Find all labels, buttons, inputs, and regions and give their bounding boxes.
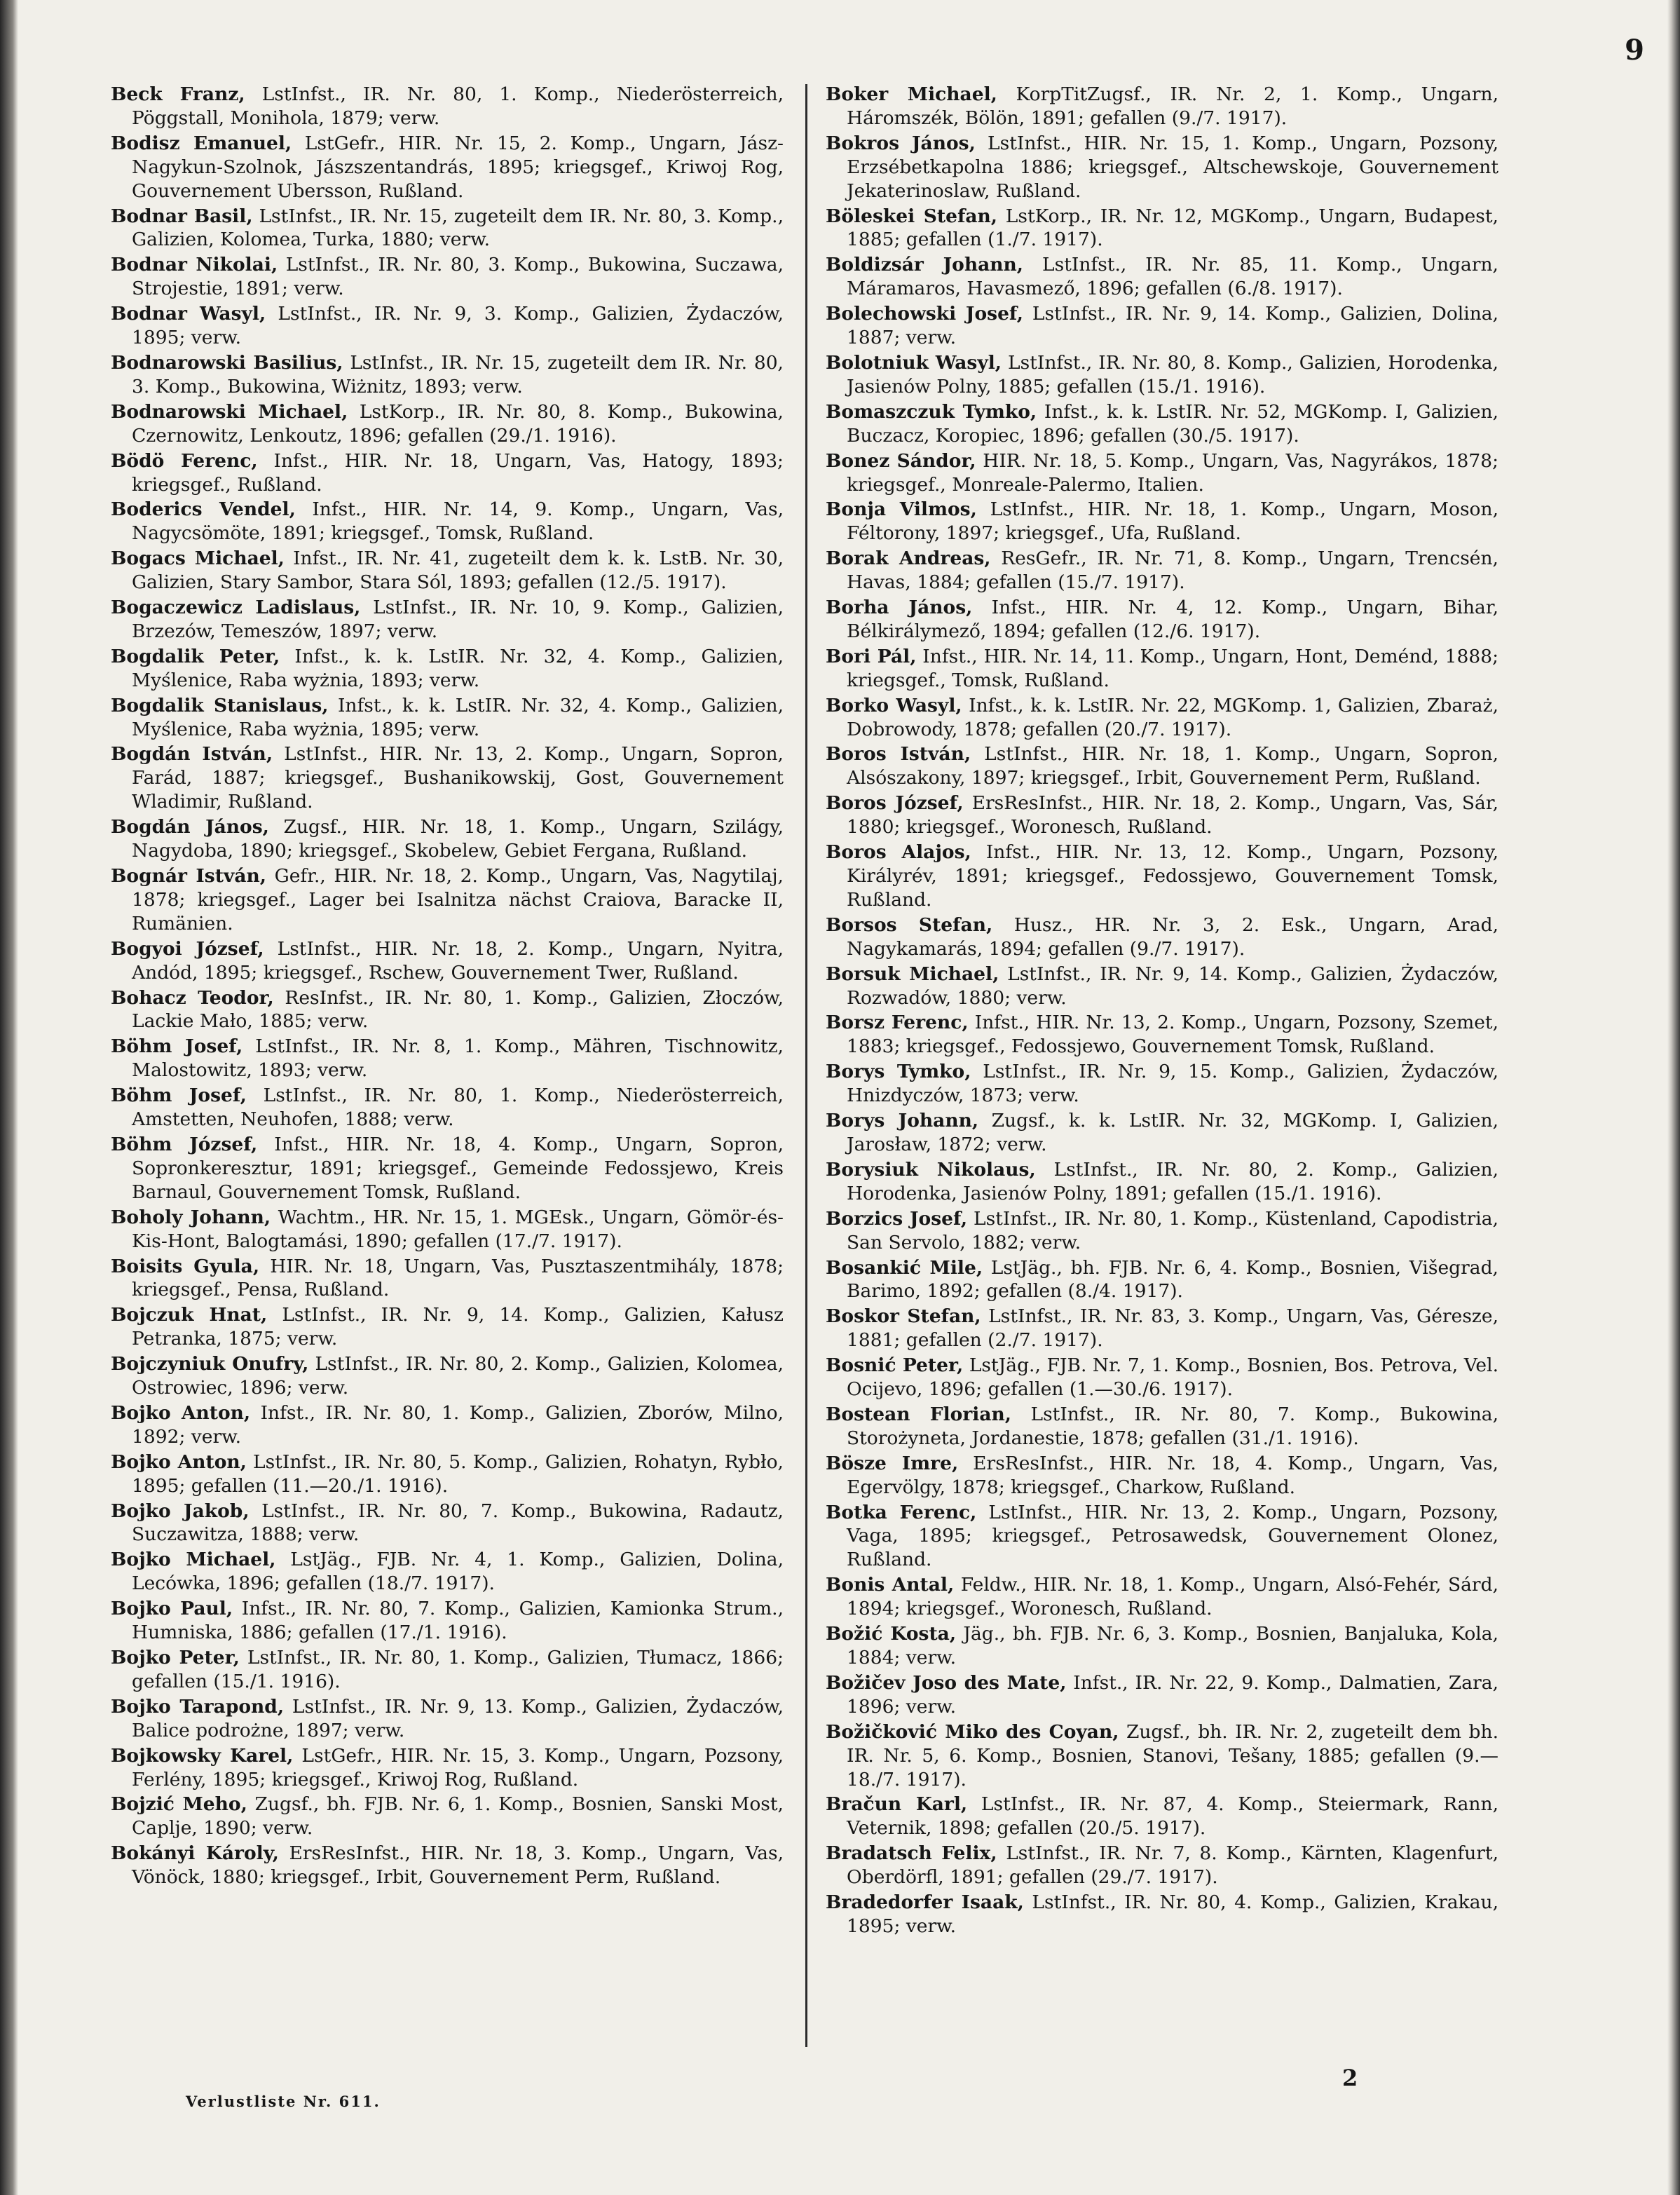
- entry-name: Bösze Imre,: [826, 1452, 959, 1474]
- entry-name: Bödö Ferenc,: [111, 449, 258, 472]
- casualty-entry: [826, 83, 1498, 130]
- casualty-entry: [826, 302, 1498, 350]
- casualty-entry: [111, 645, 784, 693]
- casualty-entry: [111, 547, 784, 594]
- entry-name: Boldizsár Johann,: [826, 254, 1024, 276]
- entry-details: LstInfst., HIR. Nr. 18, 1. Komp., Ungarn, Moson, Féltorony, 1897; kriegsgef., Ufa, Rußland.: [847, 498, 1498, 545]
- entry-name: Bojko Anton,: [111, 1401, 251, 1424]
- casualty-entry: [826, 1354, 1498, 1401]
- entry-name: Borzics Josef,: [826, 1207, 968, 1230]
- left-binding-shadow: [0, 0, 18, 2195]
- casualty-entry: [826, 1158, 1498, 1206]
- entry-name: Bradedorfer Isaak,: [826, 1891, 1024, 1914]
- entry-name: Borsz Ferenc,: [826, 1012, 969, 1034]
- entry-details: LstInfst., IR. Nr. 83, 3. Komp., Ungarn, Vas, Géresze, 1881; gefallen (2./7. 1917).: [847, 1305, 1498, 1352]
- entry-details: LstInfst., HIR. Nr. 15, 1. Komp., Ungarn, Pozsony, Erzsébetkapolna 1886; kriegsgef., Altschewskoje, Gouvernement Jekaterinoslaw, Rußland.: [847, 132, 1498, 202]
- entry-name: Böhm József,: [111, 1133, 258, 1155]
- casualty-entry: [826, 205, 1498, 252]
- entry-name: Borko Wasyl,: [826, 694, 962, 716]
- entry-name: Bodisz Emanuel,: [111, 132, 292, 154]
- entry-details: HIR. Nr. 18, Ungarn, Vas, Pusztaszentmihály, 1878; kriegsgef., Pensa, Rußland.: [132, 1255, 784, 1301]
- page-number: 9: [1625, 34, 1645, 67]
- entry-name: Bradatsch Felix,: [826, 1842, 997, 1865]
- casualty-entry: [826, 498, 1498, 545]
- entry-details: LstInfst., IR. Nr. 7, 8. Komp., Kärnten, Klagenfurt, Oberdörfl, 1891; gefallen (29./7. 1917).: [847, 1842, 1498, 1889]
- entry-name: Bodnar Basil,: [111, 205, 253, 227]
- casualty-entry: [111, 1303, 784, 1351]
- casualty-entry: [826, 645, 1498, 693]
- casualty-entry: [111, 1744, 784, 1792]
- casualty-entry: [111, 1352, 784, 1400]
- entry-details: Husz., HR. Nr. 3, 2. Esk., Ungarn, Arad, Nagykamarás, 1894; gefallen (9./7. 1917).: [847, 913, 1498, 960]
- entry-name: Bogdán István,: [111, 743, 273, 766]
- entry-name: Bojczuk Hnat,: [111, 1304, 268, 1326]
- entry-details: LstInfst., IR. Nr. 80, 1. Komp., Küstenland, Capodistria, San Servolo, 1882; verw.: [847, 1207, 1498, 1253]
- entry-details: LstKorp., IR. Nr. 12, MGKomp., Ungarn, Budapest, 1885; gefallen (1./7. 1917).: [847, 205, 1498, 251]
- entry-name: Bostean Florian,: [826, 1403, 1012, 1425]
- entry-details: LstInfst., IR. Nr. 10, 9. Komp., Galizien, Brzezów, Temeszów, 1897; verw.: [132, 597, 784, 642]
- entry-name: Bogyoi József,: [111, 937, 264, 960]
- entry-name: Božičković Miko des Coyan,: [826, 1720, 1119, 1743]
- entry-details: Infst., HIR. Nr. 14, 9. Komp., Ungarn, Vas, Nagycsömöte, 1891; kriegsgef., Tomsk, Rußland.: [132, 498, 784, 545]
- casualty-entry: [826, 351, 1498, 399]
- entry-name: Bojko Anton,: [111, 1450, 247, 1473]
- casualty-entry: [111, 1133, 784, 1204]
- casualty-entry: [111, 694, 784, 742]
- entry-details: ResInfst., IR. Nr. 80, 1. Komp., Galizien, Złoczów, Lackie Mało, 1885; verw.: [132, 986, 784, 1033]
- casualty-entry: [826, 400, 1498, 448]
- entry-details: Infst., IR. Nr. 80, 1. Komp., Galizien, Zborów, Milno, 1892; verw.: [132, 1401, 784, 1448]
- casualty-entry: [826, 963, 1498, 1010]
- entry-details: LstGefr., HIR. Nr. 15, 2. Komp., Ungarn, Jász-Nagykun-Szolnok, Jászszentandrás, 1895; kriegsgef., Kriwoj Rog, Gouvernement Ubersson, Rußland.: [132, 132, 784, 202]
- entry-details: LstInfst., IR. Nr. 80, 1. Komp., Niederösterreich, Pöggstall, Monihola, 1879; verw.: [132, 83, 784, 129]
- entry-details: LstInfst., HIR. Nr. 18, 1. Komp., Ungarn, Sopron, Alsószakony, 1897; kriegsgef., Irbit, Gouvernement Perm, Rußland.: [847, 743, 1498, 789]
- casualty-entry: [111, 83, 784, 130]
- entry-name: Bonez Sándor,: [826, 449, 976, 472]
- entry-details: KorpTitZugsf., IR. Nr. 2, 1. Komp., Ungarn, Háromszék, Bölön, 1891; gefallen (9./7. 1917).: [847, 83, 1498, 129]
- casualty-entry: [111, 815, 784, 863]
- casualty-entry: [111, 1206, 784, 1253]
- casualty-entry: [826, 1842, 1498, 1889]
- casualty-entry: [826, 791, 1498, 839]
- entry-details: Gefr., HIR. Nr. 18, 2. Komp., Ungarn, Vas, Nagytilaj, 1878; kriegsgef., Lager bei Isalnitza nächst Craiova, Baracke II, Rumänien.: [132, 865, 784, 935]
- entry-details: LstInfst., IR. Nr. 80, 3. Komp., Bukowina, Suczawa, Strojestie, 1891; verw.: [132, 254, 784, 300]
- entry-name: Bodnarowski Basilius,: [111, 351, 343, 374]
- entry-details: LstInfst., IR. Nr. 80, 1. Komp., Galizien, Tłumacz, 1866; gefallen (15./1. 1916).: [132, 1647, 784, 1692]
- right-edge-shadow: [1667, 0, 1680, 2195]
- casualty-entry: [111, 937, 784, 985]
- entry-name: Bojko Tarapond,: [111, 1695, 285, 1718]
- entry-name: Borak Andreas,: [826, 548, 991, 570]
- entry-details: LstInfst., IR. Nr. 80, 8. Komp., Galizien, Horodenka, Jasienów Polny, 1885; gefallen (15./1. 1916).: [847, 351, 1498, 397]
- entry-name: Bonis Antal,: [826, 1574, 955, 1596]
- right-column: [826, 83, 1498, 1940]
- entry-name: Boskor Stefan,: [826, 1305, 981, 1328]
- casualty-entry: [111, 1255, 784, 1303]
- casualty-entry: [111, 1646, 784, 1694]
- entry-name: Borsuk Michael,: [826, 963, 999, 985]
- entry-name: Boros József,: [826, 792, 964, 815]
- entry-details: LstInfst., IR. Nr. 80, 1. Komp., Niederösterreich, Amstetten, Neuhofen, 1888; verw.: [132, 1085, 784, 1131]
- entry-name: Bogdán János,: [111, 816, 269, 838]
- casualty-entry: [826, 1060, 1498, 1108]
- entry-name: Böhm Josef,: [111, 1035, 243, 1058]
- casualty-entry: [826, 1501, 1498, 1572]
- entry-name: Bodnar Wasyl,: [111, 303, 266, 325]
- entry-name: Bolotniuk Wasyl,: [826, 351, 1002, 374]
- casualty-entry: [826, 1891, 1498, 1938]
- entry-details: LstInfst., IR. Nr. 9, 14. Komp., Galizien, Kałusz Petranka, 1875; verw.: [132, 1304, 784, 1350]
- casualty-entry: [111, 596, 784, 644]
- casualty-entry: [111, 205, 784, 252]
- entry-details: LstJäg., FJB. Nr. 7, 1. Komp., Bosnien, Bos. Petrova, Vel. Ocijevo, 1896; gefallen (1.—30./6. 1917).: [847, 1354, 1499, 1401]
- entry-name: Boros Alajos,: [826, 841, 971, 864]
- entry-details: LstInfst., IR. Nr. 15, zugeteilt dem IR. Nr. 80, 3. Komp., Galizien, Kolomea, Turka, 1880; verw.: [132, 205, 784, 251]
- entry-details: LstInfst., IR. Nr. 9, 14. Komp., Galizien, Żydaczów, Rozwadów, 1880; verw.: [847, 963, 1498, 1009]
- entry-name: Bohacz Teodor,: [111, 986, 274, 1009]
- entry-name: Bojkowsky Karel,: [111, 1744, 294, 1767]
- casualty-entry: [111, 302, 784, 350]
- entry-details: LstInfst., IR. Nr. 9, 15. Komp., Galizien, Żydaczów, Hnizdyczów, 1873; verw.: [847, 1061, 1499, 1107]
- casualty-entry: [111, 1842, 784, 1889]
- entry-details: LstInfst., HIR. Nr. 18, 2. Komp., Ungarn, Nyitra, Andód, 1895; kriegsgef., Rschew, Gouvernement Twer, Rußland.: [132, 937, 784, 984]
- entry-name: Botka Ferenc,: [826, 1501, 977, 1523]
- entry-details: Zugsf., bh. IR. Nr. 2, zugeteilt dem bh. IR. Nr. 5, 6. Komp., Bosnien, Stanovi, Tešany, 1885; gefallen (9.—18./7. 1917).: [847, 1720, 1498, 1790]
- casualty-entry: [111, 1793, 784, 1840]
- entry-details: Infst., IR. Nr. 22, 9. Komp., Dalmatien, Zara, 1896; verw.: [847, 1671, 1498, 1718]
- entry-name: Bosnić Peter,: [826, 1354, 964, 1377]
- casualty-entry: [826, 694, 1498, 742]
- entry-details: LstInfst., IR. Nr. 80, 2. Komp., Galizien, Horodenka, Jasienów Polny, 1891; gefallen (15./1. 1916).: [847, 1158, 1498, 1204]
- entry-details: Infst., k. k. LstIR. Nr. 32, 4. Komp., Galizien, Myślenice, Raba wyżnia, 1893; verw.: [132, 645, 784, 691]
- casualty-entry: [111, 1597, 784, 1645]
- casualty-entry: [111, 1401, 784, 1449]
- entry-details: Infst., HIR. Nr. 18, Ungarn, Vas, Hatogy, 1893; kriegsgef., Rußland.: [132, 449, 784, 496]
- casualty-entry: [111, 742, 784, 814]
- entry-details: Infst., HIR. Nr. 4, 12. Komp., Ungarn, Bihar, Bélkirálymező, 1894; gefallen (12./6. 1917).: [847, 597, 1498, 642]
- entry-details: LstInfst., IR. Nr. 80, 7. Komp., Bukowina, Radautz, Suczawitza, 1888; verw.: [132, 1500, 784, 1546]
- entry-name: Bogacs Michael,: [111, 548, 285, 570]
- entry-details: Infst., k. k. LstIR. Nr. 52, MGKomp. I, Galizien, Buczacz, Koropiec, 1896; gefallen (30./5. 1917).: [847, 400, 1498, 447]
- entry-name: Beck Franz,: [111, 83, 245, 105]
- entry-details: LstJäg., bh. FJB. Nr. 6, 4. Komp., Bosnien, Višegrad, Barimo, 1892; gefallen (8./4. 1917).: [847, 1256, 1498, 1303]
- entry-name: Bodnar Nikolai,: [111, 254, 278, 276]
- casualty-entry: [826, 1671, 1498, 1719]
- entry-name: Boderics Vendel,: [111, 498, 296, 521]
- entry-name: Bognár István,: [111, 865, 266, 887]
- casualty-entry: [111, 864, 784, 936]
- casualty-entry: [826, 547, 1498, 594]
- entry-name: Bokros János,: [826, 132, 976, 154]
- casualty-entry: [111, 1500, 784, 1547]
- entry-name: Bojczyniuk Onufry,: [111, 1353, 309, 1375]
- entry-details: LstInfst., IR. Nr. 80, 5. Komp., Galizien, Rohatyn, Rybło, 1895; gefallen (11.—20./1. 1916).: [132, 1450, 784, 1497]
- entry-details: LstJäg., FJB. Nr. 4, 1. Komp., Galizien, Dolina, Lecówka, 1896; gefallen (18./7. 1917).: [132, 1549, 784, 1595]
- entry-name: Bomaszczuk Tymko,: [826, 400, 1037, 423]
- entry-name: Bogdalik Peter,: [111, 645, 280, 667]
- entry-details: LstInfst., IR. Nr. 80, 4. Komp., Galizien, Krakau, 1895; verw.: [847, 1891, 1499, 1937]
- entry-details: LstInfst., HIR. Nr. 13, 2. Komp., Ungarn, Pozsony, Vaga, 1895; kriegsgef., Petrosawedsk, Gouvernement Olonez, Rußland.: [847, 1501, 1498, 1571]
- entry-name: Böleskei Stefan,: [826, 205, 998, 227]
- casualty-entry: [826, 596, 1498, 644]
- entry-name: Božić Kosta,: [826, 1623, 957, 1645]
- entry-details: LstInfst., IR. Nr. 85, 11. Komp., Ungarn, Máramaros, Havasmező, 1896; gefallen (6./8. 1917).: [847, 254, 1498, 300]
- entry-name: Böhm Josef,: [111, 1085, 247, 1107]
- entry-name: Bojko Jakob,: [111, 1500, 250, 1522]
- entry-details: Wachtm., HR. Nr. 15, 1. MGEsk., Ungarn, Gömör-és-Kis-Hont, Balogtamási, 1890; gefallen (17./7. 1917).: [132, 1206, 784, 1252]
- entry-details: LstGefr., HIR. Nr. 15, 3. Komp., Ungarn, Pozsony, Ferlény, 1895; kriegsgef., Kriwoj Rog, Rußland.: [132, 1744, 784, 1790]
- casualty-entry: [111, 253, 784, 301]
- casualty-entry: [826, 253, 1498, 301]
- entry-details: Jäg., bh. FJB. Nr. 6, 3. Komp., Bosnien, Banjaluka, Kola, 1884; verw.: [847, 1623, 1499, 1669]
- entry-details: ErsResInfst., HIR. Nr. 18, 3. Komp., Ungarn, Vas, Vönöck, 1880; kriegsgef., Irbit, Gouvernement Perm, Rußland.: [132, 1842, 784, 1889]
- entry-details: Infst., k. k. LstIR. Nr. 22, MGKomp. 1, Galizien, Zbaraż, Dobrowody, 1878; gefallen (20./7. 1917).: [847, 694, 1498, 740]
- entry-details: Infst., k. k. LstIR. Nr. 32, 4. Komp., Galizien, Myślenice, Raba wyżnia, 1895; verw.: [132, 694, 784, 740]
- entry-details: LstInfst., IR. Nr. 80, 7. Komp., Bukowina, Storożyneta, Jordanestie, 1878; gefallen (31./1. 1916).: [847, 1403, 1498, 1449]
- left-column: [111, 83, 784, 1891]
- casualty-entry: [826, 1720, 1498, 1792]
- casualty-entry: [826, 1011, 1498, 1059]
- entry-name: Borys Tymko,: [826, 1061, 971, 1083]
- entry-name: Borys Johann,: [826, 1110, 979, 1132]
- casualty-entry: [111, 132, 784, 203]
- entry-name: Boisits Gyula,: [111, 1255, 260, 1277]
- entry-details: LstInfst., IR. Nr. 80, 2. Komp., Galizien, Kolomea, Ostrowiec, 1896; verw.: [132, 1353, 784, 1399]
- entry-name: Bračun Karl,: [826, 1793, 968, 1816]
- entry-details: ErsResInfst., HIR. Nr. 18, 2. Komp., Ungarn, Vas, Sár, 1880; kriegsgef., Woronesch, Rußland.: [847, 792, 1498, 838]
- entry-details: LstInfst., IR. Nr. 8, 1. Komp., Mähren, Tischnowitz, Malostowitz, 1893; verw.: [132, 1035, 784, 1082]
- casualty-entry: [111, 400, 784, 448]
- column-divider: [805, 84, 807, 2047]
- entry-details: ErsResInfst., HIR. Nr. 18, 4. Komp., Ungarn, Vas, Egervölgy, 1878; kriegsgef., Charkow, Rußland.: [847, 1452, 1498, 1498]
- entry-name: Bogdalik Stanislaus,: [111, 694, 329, 716]
- entry-details: HIR. Nr. 18, 5. Komp., Ungarn, Vas, Nagyrákos, 1878; kriegsgef., Monreale-Palermo, Italien.: [847, 449, 1499, 496]
- entry-name: Bojko Paul,: [111, 1598, 233, 1620]
- footer-signature-number: 2: [1342, 2065, 1358, 2091]
- entry-details: LstInfst., IR. Nr. 9, 3. Komp., Galizien, Żydaczów, 1895; verw.: [132, 303, 784, 349]
- entry-details: Infst., IR. Nr. 80, 7. Komp., Galizien, Kamionka Strum., Humniska, 1886; gefallen (17./1. 1916).: [132, 1598, 784, 1644]
- entry-name: Bojko Michael,: [111, 1549, 276, 1571]
- entry-name: Borsos Stefan,: [826, 913, 993, 936]
- casualty-entry: [111, 1035, 784, 1082]
- casualty-entry: [826, 1256, 1498, 1304]
- casualty-entry: [111, 1084, 784, 1132]
- casualty-entry: [826, 1573, 1498, 1621]
- entry-name: Bori Pál,: [826, 645, 917, 667]
- casualty-entry: [826, 1207, 1498, 1255]
- entry-details: Infst., HIR. Nr. 13, 2. Komp., Ungarn, Pozsony, Szemet, 1883; kriegsgef., Fedossjewo, Gouvernement Tomsk, Rußland.: [847, 1012, 1499, 1058]
- entry-name: Boholy Johann,: [111, 1206, 271, 1228]
- entry-name: Bosankić Mile,: [826, 1256, 983, 1279]
- entry-name: Bodnarowski Michael,: [111, 400, 348, 423]
- casualty-entry: [111, 1695, 784, 1743]
- casualty-entry: [826, 1452, 1498, 1500]
- entry-name: Bonja Vilmos,: [826, 498, 977, 521]
- footer-list-number: Verlustliste Nr. 611.: [186, 2093, 381, 2110]
- casualty-entry: [826, 1793, 1498, 1840]
- entry-details: Zugsf., HIR. Nr. 18, 1. Komp., Ungarn, Szilágy, Nagydoba, 1890; kriegsgef., Skobelew, Gebiet Fergana, Rußland.: [132, 816, 784, 862]
- entry-name: Borysiuk Nikolaus,: [826, 1158, 1036, 1181]
- entry-name: Bojzić Meho,: [111, 1793, 247, 1816]
- casualty-entry: [111, 449, 784, 497]
- entry-name: Bogaczewicz Ladislaus,: [111, 597, 361, 619]
- casualty-entry: [826, 841, 1498, 912]
- casualty-entry: [826, 1109, 1498, 1157]
- entry-name: Borha János,: [826, 597, 973, 619]
- casualty-entry: [111, 498, 784, 545]
- casualty-entry: [826, 1305, 1498, 1352]
- casualty-entry: [826, 449, 1498, 497]
- entry-details: LstInfst., IR. Nr. 9, 14. Komp., Galizien, Dolina, 1887; verw.: [847, 303, 1499, 349]
- entry-details: Zugsf., k. k. LstIR. Nr. 32, MGKomp. I, Galizien, Jarosław, 1872; verw.: [847, 1110, 1498, 1155]
- casualty-entry: [826, 1622, 1498, 1670]
- entry-details: Zugsf., bh. FJB. Nr. 6, 1. Komp., Bosnien, Sanski Most, Caplje, 1890; verw.: [132, 1793, 784, 1840]
- casualty-entry: [826, 1403, 1498, 1450]
- entry-details: ResGefr., IR. Nr. 71, 8. Komp., Ungarn, Trencsén, Havas, 1884; gefallen (15./7. 1917).: [847, 548, 1498, 594]
- entry-name: Bojko Peter,: [111, 1647, 240, 1669]
- entry-details: LstInfst., IR. Nr. 9, 13. Komp., Galizien, Żydaczów, Balice podrożne, 1897; verw.: [132, 1695, 784, 1741]
- entry-name: Bokányi Károly,: [111, 1842, 279, 1865]
- entry-details: Infst., HIR. Nr. 18, 4. Komp., Ungarn, Sopron, Sopronkeresztur, 1891; kriegsgef., Gemeinde Fedossjewo, Kreis Barnaul, Gouvernement Tomsk, Rußland.: [132, 1133, 784, 1203]
- entry-name: Bolechowski Josef,: [826, 303, 1023, 325]
- entry-name: Boros István,: [826, 743, 971, 766]
- entry-details: Infst., HIR. Nr. 14, 11. Komp., Ungarn, Hont, Deménd, 1888; kriegsgef., Tomsk, Rußland.: [847, 645, 1498, 691]
- casualty-entry: [111, 1548, 784, 1596]
- casualty-entry: [111, 986, 784, 1034]
- entry-name: Boker Michael,: [826, 83, 997, 105]
- entry-details: LstInfst., IR. Nr. 87, 4. Komp., Steiermark, Rann, Veternik, 1898; gefallen (20./5. 1917).: [847, 1793, 1498, 1840]
- entry-details: LstInfst., IR. Nr. 15, zugeteilt dem IR. Nr. 80, 3. Komp., Bukowina, Wiżnitz, 1893; verw.: [132, 351, 784, 397]
- casualty-entry: [111, 351, 784, 399]
- entry-details: LstInfst., HIR. Nr. 13, 2. Komp., Ungarn, Sopron, Farád, 1887; kriegsgef., Bushanikowskij, Gost, Gouvernement Wladimir, Rußland.: [132, 743, 784, 813]
- casualty-entry: [826, 742, 1498, 790]
- entry-name: Božičev Joso des Mate,: [826, 1671, 1067, 1694]
- casualty-entry: [826, 913, 1498, 961]
- entry-details: Infst., HIR. Nr. 13, 12. Komp., Ungarn, Pozsony, Királyrév, 1891; kriegsgef., Fedossjewo, Gouvernement Tomsk, Rußland.: [847, 841, 1499, 911]
- entry-details: Feldw., HIR. Nr. 18, 1. Komp., Ungarn, Alsó-Fehér, Sárd, 1894; kriegsgef., Woronesch, Rußland.: [847, 1574, 1498, 1620]
- entry-details: Infst., IR. Nr. 41, zugeteilt dem k. k. LstB. Nr. 30, Galizien, Stary Sambor, Stara Sól, 1893; gefallen (12./5. 1917).: [132, 548, 784, 594]
- casualty-entry: [111, 1450, 784, 1498]
- entry-details: LstKorp., IR. Nr. 80, 8. Komp., Bukowina, Czernowitz, Lenkoutz, 1896; gefallen (29./1. 1916).: [132, 400, 784, 447]
- casualty-entry: [826, 132, 1498, 203]
